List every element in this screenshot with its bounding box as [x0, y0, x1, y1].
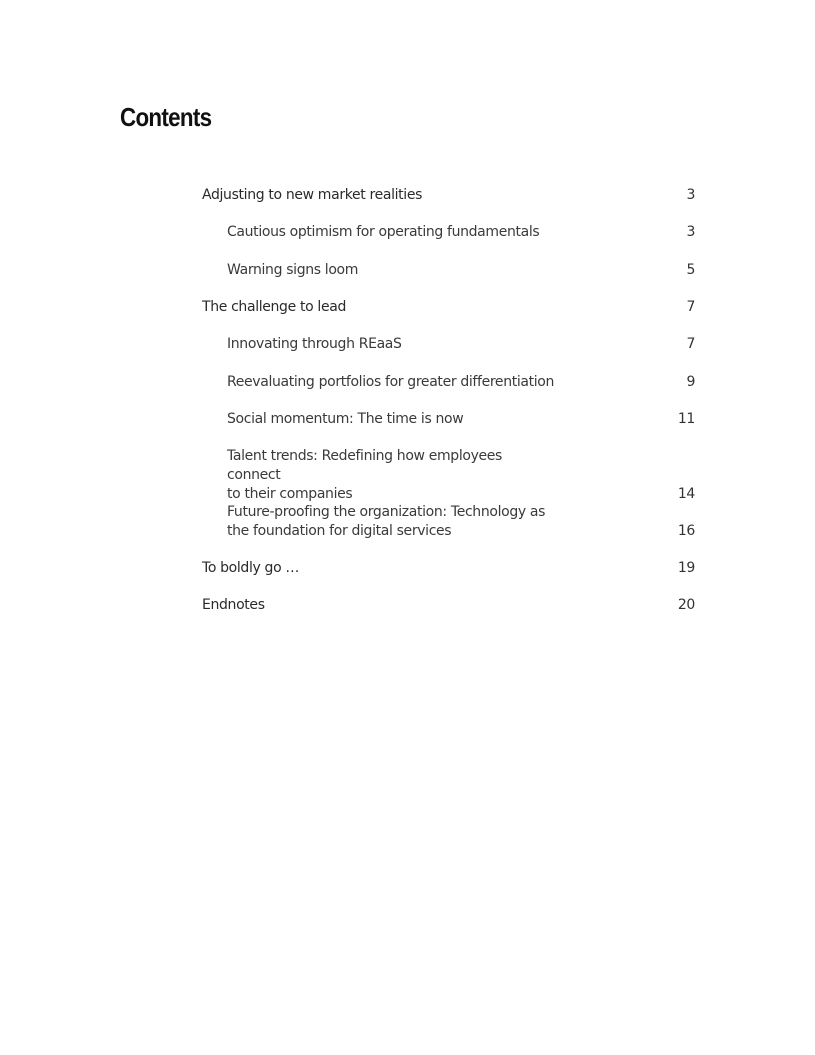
toc-entry-page-number: 9: [686, 374, 695, 390]
toc-entry-label[interactable]: Endnotes: [202, 597, 265, 613]
toc-entry-label[interactable]: Talent trends: Redefining how employees connect to their companies: [227, 448, 502, 502]
toc-entry[interactable]: [202, 559, 695, 578]
toc-entry-page-number: 20: [677, 597, 695, 613]
toc-entry-label[interactable]: To boldly go …: [202, 560, 300, 576]
toc-entry[interactable]: [202, 298, 695, 317]
toc-entry[interactable]: [202, 261, 695, 280]
toc-entry-page-number: 11: [677, 411, 695, 427]
toc-entry-label[interactable]: Innovating through REaaS: [227, 336, 402, 352]
toc-entry-page-number: 7: [686, 336, 695, 352]
toc-entry[interactable]: [202, 373, 695, 392]
toc-entry-page-number: 19: [677, 560, 695, 576]
toc-entry-page-number: 3: [686, 224, 695, 240]
toc-entry-page-number: 16: [677, 523, 695, 539]
toc-entry-label[interactable]: Future-proofing the organization: Technology as the foundation for digital services: [227, 504, 546, 539]
toc-entry[interactable]: [202, 186, 695, 205]
toc-entry-page-number: 3: [686, 187, 695, 203]
toc-entry[interactable]: [202, 596, 695, 615]
toc-entry-label[interactable]: Adjusting to new market realities: [202, 187, 423, 203]
toc-entry-label[interactable]: Social momentum: The time is now: [227, 411, 464, 427]
toc-entry[interactable]: [202, 503, 695, 541]
toc-entry-page-number: 5: [686, 262, 695, 278]
page-title: Contents: [120, 102, 212, 132]
toc-entry-label[interactable]: Warning signs loom: [227, 262, 359, 278]
toc-entry[interactable]: [202, 447, 695, 504]
toc-entry-label[interactable]: Reevaluating portfolios for greater differentiation: [227, 374, 555, 390]
toc-entry[interactable]: [202, 410, 695, 429]
toc-entry[interactable]: [202, 335, 695, 354]
toc-entry-page-number: 14: [677, 486, 695, 502]
toc-entry-page-number: 7: [686, 299, 695, 315]
toc-entry-label[interactable]: The challenge to lead: [202, 299, 346, 315]
toc-entry[interactable]: [202, 223, 695, 242]
toc-entry-label[interactable]: Cautious optimism for operating fundamentals: [227, 224, 540, 240]
